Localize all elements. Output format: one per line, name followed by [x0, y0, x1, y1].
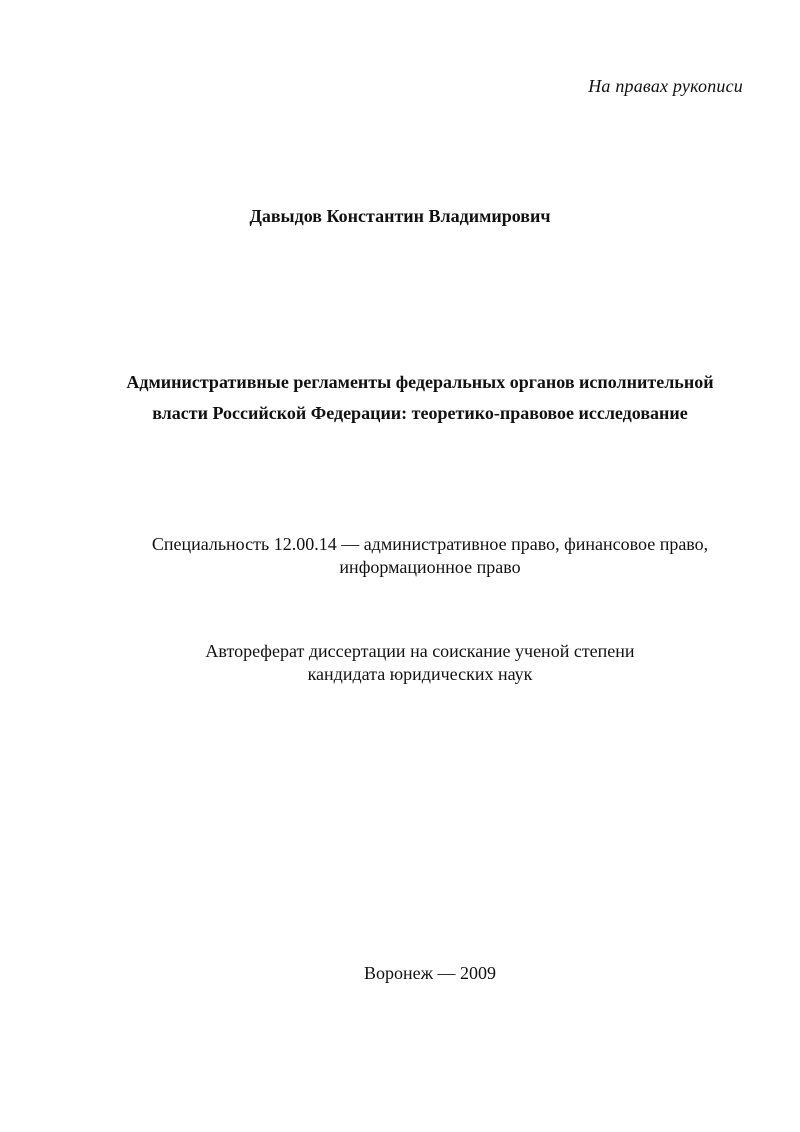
city-year: Воронеж — 2009 [363, 963, 497, 983]
author-name: Давыдов Константин Владимирович [249, 206, 551, 226]
specialty-text [100, 533, 760, 579]
specialty-line: Специальность 12.00.14 — административное право, финансовое право, [151, 534, 709, 554]
dissertation-title [100, 367, 740, 429]
degree-text [90, 640, 750, 686]
title-line: Административные регламенты федеральных органов исполнительной [126, 372, 714, 392]
manuscript-rights-note: На правах рукописи [588, 76, 743, 96]
specialty-line: информационное право [339, 557, 521, 577]
degree-line: кандидата юридических наук [307, 664, 533, 684]
title-line: власти Российской Федерации: теоретико-правовое исследование [152, 403, 688, 423]
degree-line: Автореферат диссертации на соискание ученой степени [205, 641, 635, 661]
